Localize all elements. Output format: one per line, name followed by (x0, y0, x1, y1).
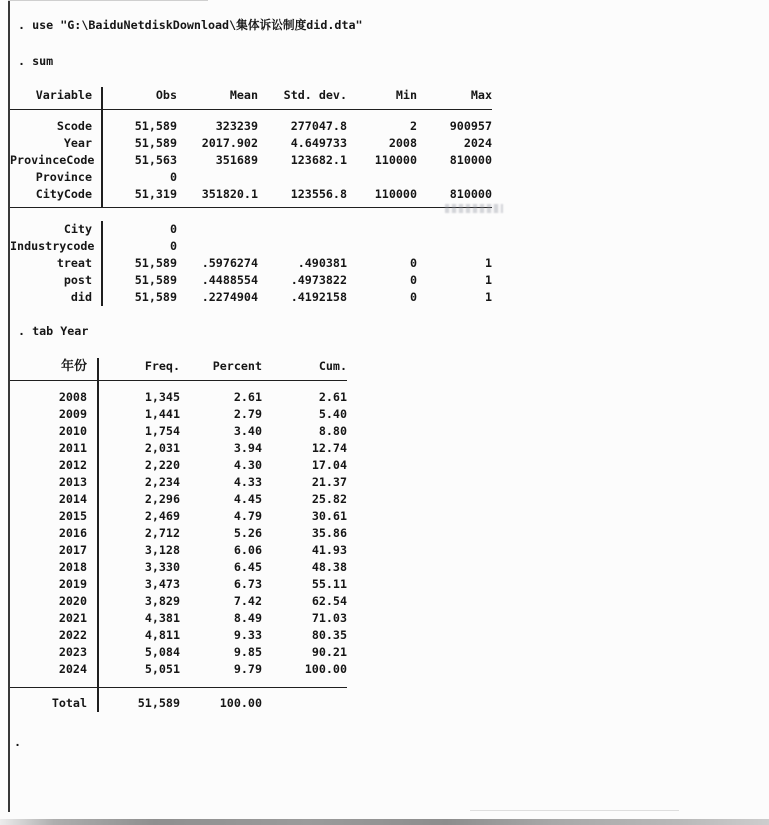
cell: 2015 (58, 509, 87, 523)
cell: did (70, 290, 92, 304)
cell: 810000 (449, 153, 492, 167)
table-row (10, 440, 347, 457)
cell (258, 169, 347, 186)
cell: 351689 (215, 153, 258, 167)
cell: .2274904 (201, 290, 258, 304)
cell: 2024 (58, 662, 87, 676)
cell: 2019 (58, 577, 87, 591)
cell-total-freq: 51,589 (137, 696, 180, 710)
table-row (10, 610, 347, 627)
cell: 2009 (58, 407, 87, 421)
cell: .4973822 (290, 273, 347, 287)
cell: 123556.8 (290, 187, 347, 201)
col-header-variable: Variable (35, 88, 92, 102)
cell: 5.26 (233, 526, 262, 540)
table-row (10, 389, 347, 406)
table-row (10, 406, 347, 423)
cell: 30.61 (311, 509, 347, 523)
cell (258, 221, 347, 238)
year-table-header (10, 358, 347, 381)
cell-total-cum (262, 695, 347, 712)
cell: 3,128 (144, 543, 180, 557)
col-header-mean: Mean (229, 88, 258, 102)
cell: 3.94 (233, 441, 262, 455)
cell: 2023 (58, 645, 87, 659)
cell: 51,589 (134, 119, 177, 133)
cell: .490381 (297, 256, 347, 270)
cell: 90.21 (311, 645, 347, 659)
cell: 51,589 (134, 290, 177, 304)
cell: 4.79 (233, 509, 262, 523)
watermark (445, 204, 503, 213)
cell: 8.80 (318, 424, 347, 438)
cell: 51,589 (134, 273, 177, 287)
cell: Scode (56, 119, 92, 133)
cell: .5976274 (201, 256, 258, 270)
table-row (10, 508, 347, 525)
cell: 8.49 (233, 611, 262, 625)
cell: .4488554 (201, 273, 258, 287)
col-header-std: Std. dev. (283, 88, 347, 102)
table-row (10, 186, 492, 203)
cell: 2,296 (144, 492, 180, 506)
header-row (10, 87, 492, 104)
cell: 323239 (215, 119, 258, 133)
cell: 810000 (449, 187, 492, 201)
cell: 1 (484, 290, 492, 304)
cell (347, 169, 417, 186)
cell: 48.38 (311, 560, 347, 574)
cell: 51,563 (134, 153, 177, 167)
table-row (10, 644, 347, 661)
year-table-total (10, 688, 347, 712)
cell (347, 238, 417, 255)
col-header-cum: Cum. (318, 359, 347, 373)
cell: 2024 (463, 136, 492, 150)
cell-total-label: Total (51, 696, 87, 710)
cell: 2013 (58, 475, 87, 489)
cell: .4192158 (290, 290, 347, 304)
cell: 51,589 (134, 136, 177, 150)
cell: 5.40 (318, 407, 347, 421)
cell: 2014 (58, 492, 87, 506)
cell: 0 (169, 170, 177, 184)
cell: 1,441 (144, 407, 180, 421)
table-row (10, 627, 347, 644)
cell: 2008 (58, 390, 87, 404)
cell: 2017 (58, 543, 87, 557)
command-use: . use "G:\BaiduNetdiskDownload\集体诉讼制度did.dta" (18, 18, 363, 32)
table-row (10, 238, 492, 255)
cell: 41.93 (311, 543, 347, 557)
table-row (10, 118, 492, 135)
cell: 4,811 (144, 628, 180, 642)
cell: CityCode (35, 187, 92, 201)
cell: 1 (484, 256, 492, 270)
cell (417, 169, 492, 186)
year-table-body (10, 381, 347, 688)
cell: 21.37 (311, 475, 347, 489)
cell: 2,031 (144, 441, 180, 455)
col-header-percent: Percent (212, 359, 262, 373)
table-row (10, 474, 347, 491)
cell-total-percent: 100.00 (219, 696, 262, 710)
table-row (10, 593, 347, 610)
year-frequency-table (10, 358, 347, 712)
cell (258, 238, 347, 255)
cell: 2008 (388, 136, 417, 150)
summary-table (10, 87, 492, 306)
cell: 2018 (58, 560, 87, 574)
cell: 55.11 (311, 577, 347, 591)
cell: 2 (409, 119, 417, 133)
table-row (10, 255, 492, 272)
cell: Year (63, 136, 92, 150)
cell: 2020 (58, 594, 87, 608)
cell: 2017.902 (201, 136, 258, 150)
table-row (10, 559, 347, 576)
cell: 123682.1 (290, 153, 347, 167)
cell: 2,220 (144, 458, 180, 472)
cell: 2022 (58, 628, 87, 642)
cell: 3,829 (144, 594, 180, 608)
summary-table-header (10, 87, 492, 110)
cell: 51,589 (134, 256, 177, 270)
cell: 71.03 (311, 611, 347, 625)
cell: Province (35, 170, 92, 184)
bottom-faint-line (470, 810, 679, 811)
cell: 6.45 (233, 560, 262, 574)
cell: 3,330 (144, 560, 180, 574)
command-tab-year: . tab Year (18, 324, 89, 338)
cell: 4.33 (233, 475, 262, 489)
cell: 0 (409, 256, 417, 270)
cell: 51,319 (134, 187, 177, 201)
cell (177, 169, 258, 186)
cell: 4.45 (233, 492, 262, 506)
table-row (10, 457, 347, 474)
total-row (10, 695, 347, 712)
cell (347, 221, 417, 238)
table-row (10, 542, 347, 559)
cell: 2011 (58, 441, 87, 455)
cell: 2.61 (233, 390, 262, 404)
summary-table-block2 (10, 221, 492, 306)
cell: 110000 (374, 187, 417, 201)
cell (417, 221, 492, 238)
table-row (10, 152, 492, 169)
cell: 3,473 (144, 577, 180, 591)
cell: Industrycode (10, 239, 95, 253)
table-row (10, 576, 347, 593)
command-prompt: . (14, 735, 22, 749)
cell: 6.73 (233, 577, 262, 591)
cell: 5,051 (144, 662, 180, 676)
table-row (10, 423, 347, 440)
cell: 0 (169, 239, 177, 253)
cell: 2010 (58, 424, 87, 438)
cell: 2.61 (318, 390, 347, 404)
cell (177, 221, 258, 238)
col-header-max: Max (470, 88, 492, 102)
table-row (10, 135, 492, 152)
table-row (10, 289, 492, 306)
cell: City (63, 222, 92, 236)
cell: 5,084 (144, 645, 180, 659)
cell: 110000 (374, 153, 417, 167)
cell: 900957 (449, 119, 492, 133)
command-sum: . sum (18, 54, 54, 68)
table-row (10, 661, 347, 678)
cell (417, 238, 492, 255)
summary-table-block1 (10, 110, 492, 208)
cell: 2,234 (144, 475, 180, 489)
cell: 9.85 (233, 645, 262, 659)
col-header-year: 年份 (60, 359, 87, 374)
cell: ProvinceCode (10, 153, 95, 167)
cell: 0 (409, 290, 417, 304)
cell: 35.86 (311, 526, 347, 540)
cell: 4.30 (233, 458, 262, 472)
col-header-obs: Obs (155, 88, 177, 102)
cell: 4,381 (144, 611, 180, 625)
cell: 17.04 (311, 458, 347, 472)
cell: 0 (409, 273, 417, 287)
cell: 9.33 (233, 628, 262, 642)
cell: 2,469 (144, 509, 180, 523)
table-row (10, 272, 492, 289)
cell: 0 (169, 222, 177, 236)
cell: 7.42 (233, 594, 262, 608)
table-row (10, 221, 492, 238)
bottom-edge-bar (0, 819, 769, 825)
cell: 62.54 (311, 594, 347, 608)
cell: 25.82 (311, 492, 347, 506)
cell: 3.40 (233, 424, 262, 438)
table-row (10, 169, 492, 186)
cell: 1 (484, 273, 492, 287)
cell: 2,712 (144, 526, 180, 540)
cell: 4.649733 (290, 136, 347, 150)
col-header-min: Min (395, 88, 417, 102)
cell: 2.79 (233, 407, 262, 421)
cell: post (63, 273, 92, 287)
cell: 2016 (58, 526, 87, 540)
cell: 277047.8 (290, 119, 347, 133)
cell: 1,754 (144, 424, 180, 438)
cell: 1,345 (144, 390, 180, 404)
cell: 351820.1 (201, 187, 258, 201)
cell: treat (56, 256, 92, 270)
cell: 6.06 (233, 543, 262, 557)
cell: 9.79 (233, 662, 262, 676)
cell (177, 238, 258, 255)
col-header-freq: Freq. (144, 359, 180, 373)
table-row (10, 491, 347, 508)
cell: 80.35 (311, 628, 347, 642)
table-row (10, 525, 347, 542)
header-row (10, 358, 347, 375)
cell: 2021 (58, 611, 87, 625)
cell: 2012 (58, 458, 87, 472)
cell: 12.74 (311, 441, 347, 455)
cell: 100.00 (304, 662, 347, 676)
